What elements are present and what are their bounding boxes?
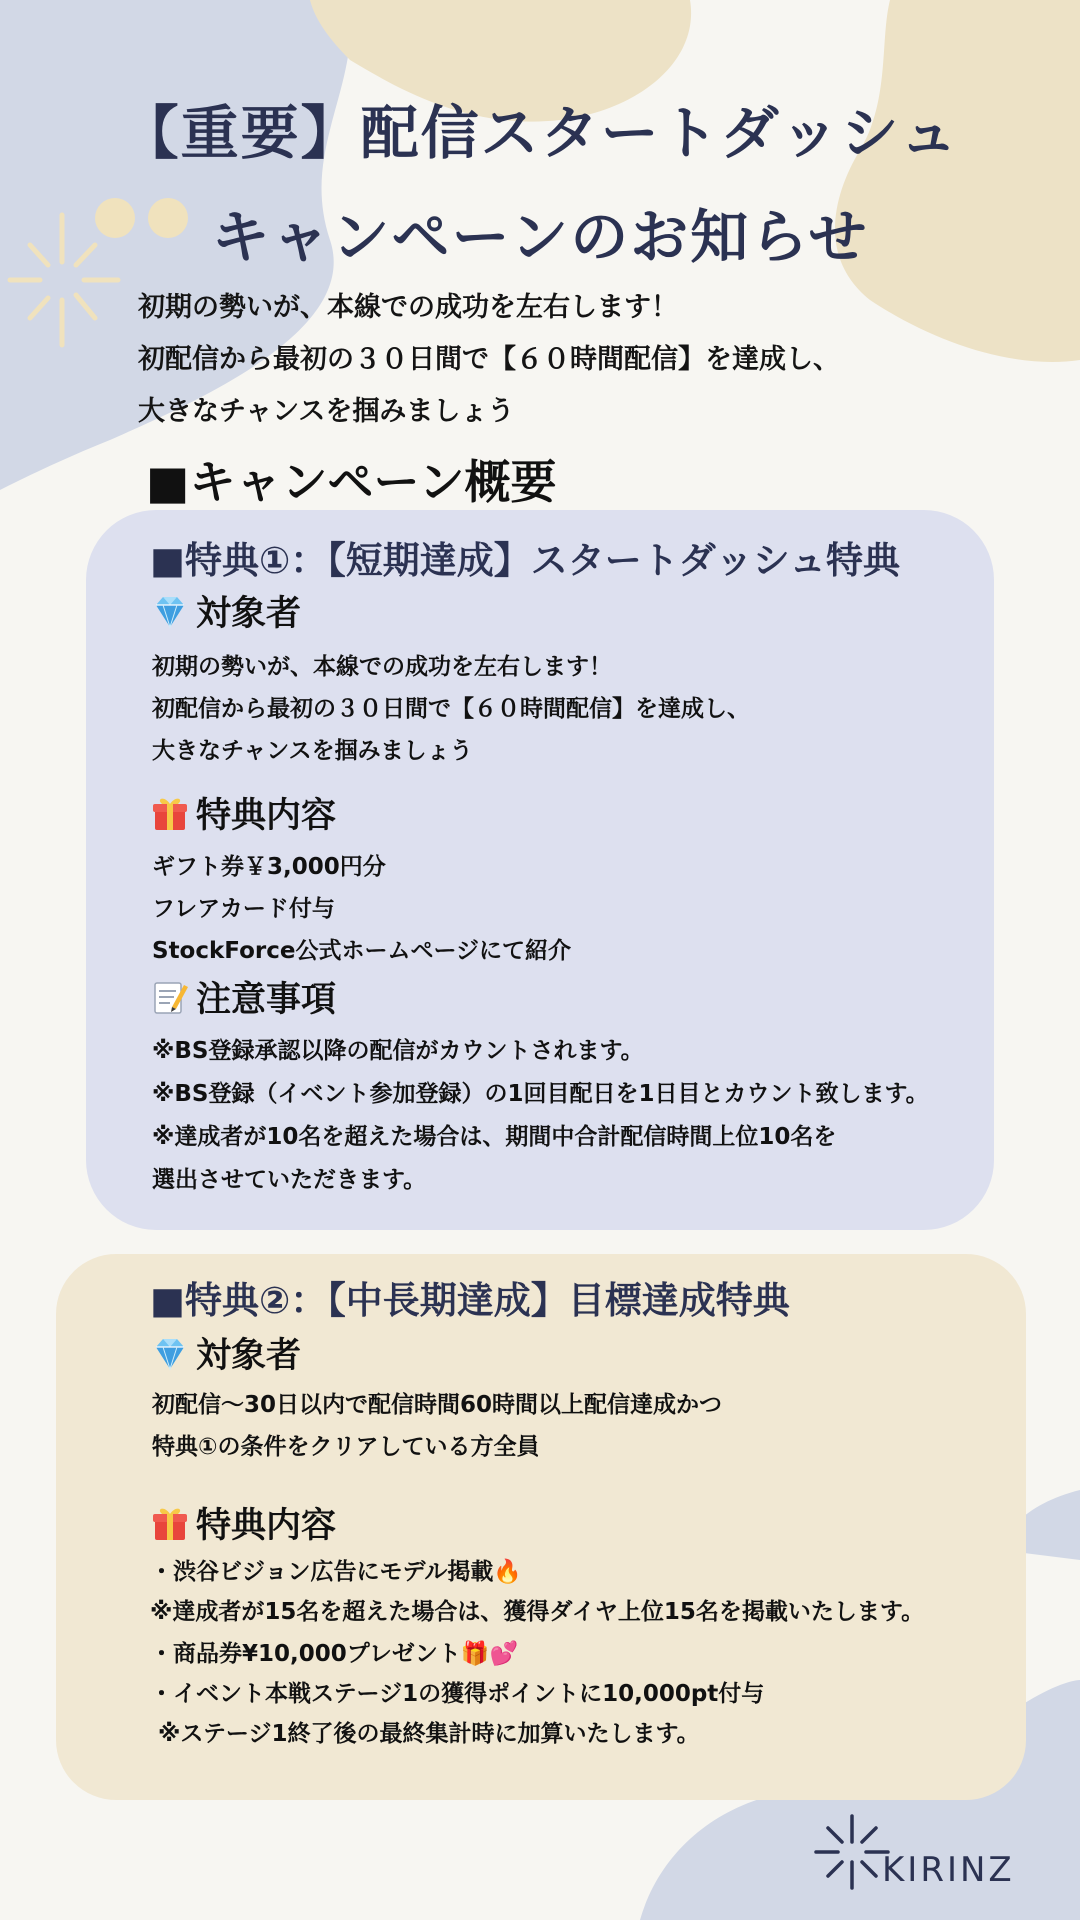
text-line: ※達成者が15名を超えた場合は、獲得ダイヤ上位15名を掲載いたします。 [150, 1599, 925, 1625]
gift-icon [150, 793, 190, 833]
benefit2-card [56, 1254, 1026, 1800]
text-line: 初配信から最初の３０日間で【６０時間配信】を達成し、 [152, 696, 750, 722]
gem-icon [150, 1333, 190, 1373]
sparkle-logo-icon [812, 1812, 892, 1892]
text-line: フレアカード付与 [152, 896, 335, 922]
benefit1-target-heading [150, 586, 301, 636]
benefit1-content-text [152, 846, 571, 972]
text-line: ギフト券￥3,000円分 [152, 854, 386, 880]
benefit2-content-text-a [150, 1552, 924, 1632]
text-line: StockForce公式ホームページにて紹介 [152, 938, 571, 964]
benefit1-notes-text [152, 1030, 929, 1202]
text-line: ※BS登録承認以降の配信がカウントされます。 [152, 1038, 644, 1064]
benefit2-title: ■特典②：【中長期達成】目標達成特典 [150, 1279, 790, 1322]
intro-text [138, 282, 840, 438]
benefit2-target-heading [150, 1328, 301, 1378]
intro-line: 初期の勢いが、本線での成功を左右します！ [138, 292, 678, 323]
page-title-line1: 【重要】配信スタートダッシュ [120, 99, 960, 167]
benefit2-target-heading-label: 対象者 [196, 1336, 302, 1376]
gift-icon [150, 1503, 190, 1543]
benefit1-notes-heading-label: 注意事項 [196, 980, 337, 1020]
text-line: 特典①の条件をクリアしている方全員 [152, 1434, 540, 1460]
text-line: ・イベント本戦ステージ1の獲得ポイントに10,000pt付与 [150, 1681, 765, 1707]
benefit2-content-heading-label: 特典内容 [196, 1506, 337, 1546]
text-line: ※ステージ1終了後の最終集計時に加算いたします。 [150, 1721, 700, 1747]
overview-heading: ■キャンペーン概要 [146, 455, 557, 509]
benefit1-target-heading-label: 対象者 [196, 594, 302, 634]
text-line: 選出させていただきます。 [152, 1167, 427, 1193]
text-line: ※達成者が10名を超えた場合は、期間中合計配信時間上位10名を [152, 1124, 837, 1150]
gem-icon [150, 591, 190, 631]
benefit1-content-heading-label: 特典内容 [196, 796, 337, 836]
text-line: ※BS登録（イベント参加登録）の1回目配日を1日目とカウント致します。 [152, 1081, 929, 1107]
benefit1-target-text [152, 646, 750, 772]
benefit2-target-text [152, 1384, 722, 1468]
benefit1-card [86, 510, 994, 1230]
page-title-line2: キャンペーンのお知らせ [211, 203, 869, 271]
intro-line: 大きなチャンスを掴みましょう [138, 396, 515, 427]
brand-logo [812, 1812, 1015, 1892]
text-line: 大きなチャンスを掴みましょう [152, 738, 473, 764]
memo-icon [150, 977, 190, 1017]
benefit1-title: ■特典①：【短期達成】スタートダッシュ特典 [150, 539, 901, 582]
text-line: ・渋谷ビジョン広告にモデル掲載🔥 [150, 1559, 523, 1585]
text-line: 初配信～30日以内で配信時間60時間以上配信達成かつ [152, 1392, 723, 1418]
text-line: ・商品券¥10,000プレゼント🎁💕 [150, 1641, 519, 1667]
logo-text: KIRINZ [882, 1850, 1015, 1890]
text-line: 初期の勢いが、本線での成功を左右します！ [152, 654, 612, 680]
benefit2-content-text-b [150, 1634, 764, 1754]
benefit1-content-heading [150, 788, 336, 838]
benefit2-content-heading [150, 1498, 336, 1548]
benefit1-notes-heading [150, 972, 336, 1022]
intro-line: 初配信から最初の３０日間で【６０時間配信】を達成し、 [138, 344, 840, 375]
